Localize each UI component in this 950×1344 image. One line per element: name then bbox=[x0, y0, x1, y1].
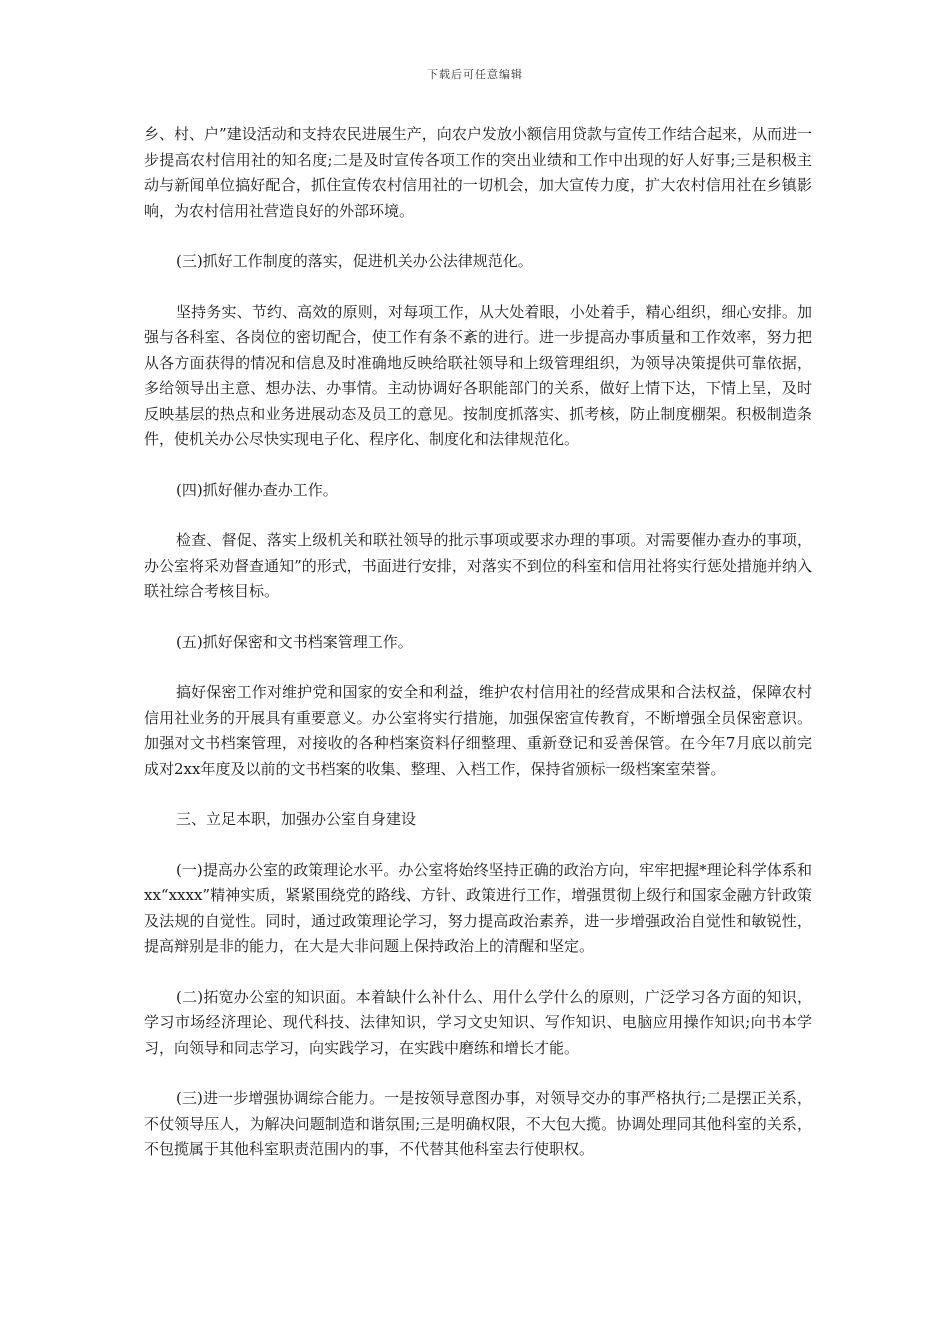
paragraph-supervision: 检查、督促、落实上级机关和联社领导的批示事项或要求办理的事项。对需要催办查办的事项，办公室将采劝督查通知”的形式，书面进行安排，对落实不到位的科室和信用社将实行惩处措施并纳入联社综合考核目标。 bbox=[144, 531, 812, 600]
section-heading-office-building: 三、立足本职，加强办公室自身建设 bbox=[176, 810, 417, 828]
paragraph-policy-theory: (一)提高办公室的政策理论水平。办公室将始终坚持正确的政治方向，牢牢把握*理论科学体系和xx“xxxx”精神实质，紧紧围绕党的路线、方针、政策进行工作，增强贯彻上级行和国家金融方针政策及法规的自觉性。同时，通过政策理论学习，努力提高政治素养，进一步增强政治自觉性和敏锐性，提高辩别是非的能力，在大是大非问题上保持政治上的清醒和坚定。 bbox=[144, 860, 812, 955]
subheading-confidentiality-archives: (五)抓好保密和文书档案管理工作。 bbox=[176, 632, 413, 651]
paragraph-publicity-continued: 乡、村、户”建设活动和支持农民进展生产，向农户发放小额信用贷款与宣传工作结合起来，从而进一步提高农村信用社的知名度;二是及时宣传各项工作的突出业绩和工作中出现的好人好事;三是积极主动与新闻单位搞好配合，抓住宣传农村信用社的一切机会，加大宣传力度，扩大农村信用社在乡镇影响，为农村信用社营造良好的外部环境。 bbox=[144, 125, 812, 220]
subheading-supervision: (四)抓好催办查办工作。 bbox=[176, 480, 338, 499]
paragraph-knowledge: (二)拓宽办公室的知识面。本着缺什么补什么、用什么学什么的原则，广泛学习各方面的知识，学习市场经济理论、现代科技、法律知识，学习文史知识、写作知识、电脑应用操作知识;向书本学习，向领导和同志学习，向实践学习，在实践中磨练和增长才能。 bbox=[144, 987, 812, 1057]
paragraph-confidentiality-archives: 搞好保密工作对维护党和国家的安全和利益，维护农村信用社的经营成果和合法权益，保障农村信用社业务的开展具有重要意义。办公室将实行措施，加强保密宣传教育，不断增强全员保密意识。加强对文书档案管理，对接收的各种档案资料仔细整理、重新登记和妥善保管。在今年7月底以前完成对2xx年度及以前的文书档案的收集、整理、入档工作，保持省颁标一级档案室荣誉。 bbox=[144, 683, 812, 778]
paragraph-work-system: 坚持务实、节约、高效的原则，对每项工作，从大处着眼，小处着手，精心组织，细心安排。加强与各科室、各岗位的密切配合，使工作有条不紊的进行。进一步提高办事质量和工作效率，努力把从各方面获得的情况和信息及时准确地反映给联社领导和上级管理组织，为领导决策提供可靠依据，多给领导出主意、想办法、办事情。主动协调好各职能部门的关系，做好上情下达，下情上呈，及时反映基层的热点和业务进展动态及员工的意见。按制度抓落实、抓考核，防止制度棚架。积极制造条件，使机关办公尽快实现电子化、程序化、制度化和法律规范化。 bbox=[144, 302, 812, 448]
document-body bbox=[144, 122, 812, 1188]
subheading-work-system: (三)抓好工作制度的落实，促进机关办公法律规范化。 bbox=[176, 252, 533, 270]
paragraph-coordination: (三)进一步增强协调综合能力。一是按领导意图办事，对领导交办的事严格执行;二是摆正关系，不仗领导压人，为解决问题制造和谐氛围;三是明确权限，不大包大揽。协调处理同其他科室的关系，不包揽属于其他科室职责范围内的事，不代替其他科室去行使职权。 bbox=[144, 1089, 812, 1158]
page-header-note: 下载后可任意编辑 bbox=[427, 68, 523, 81]
